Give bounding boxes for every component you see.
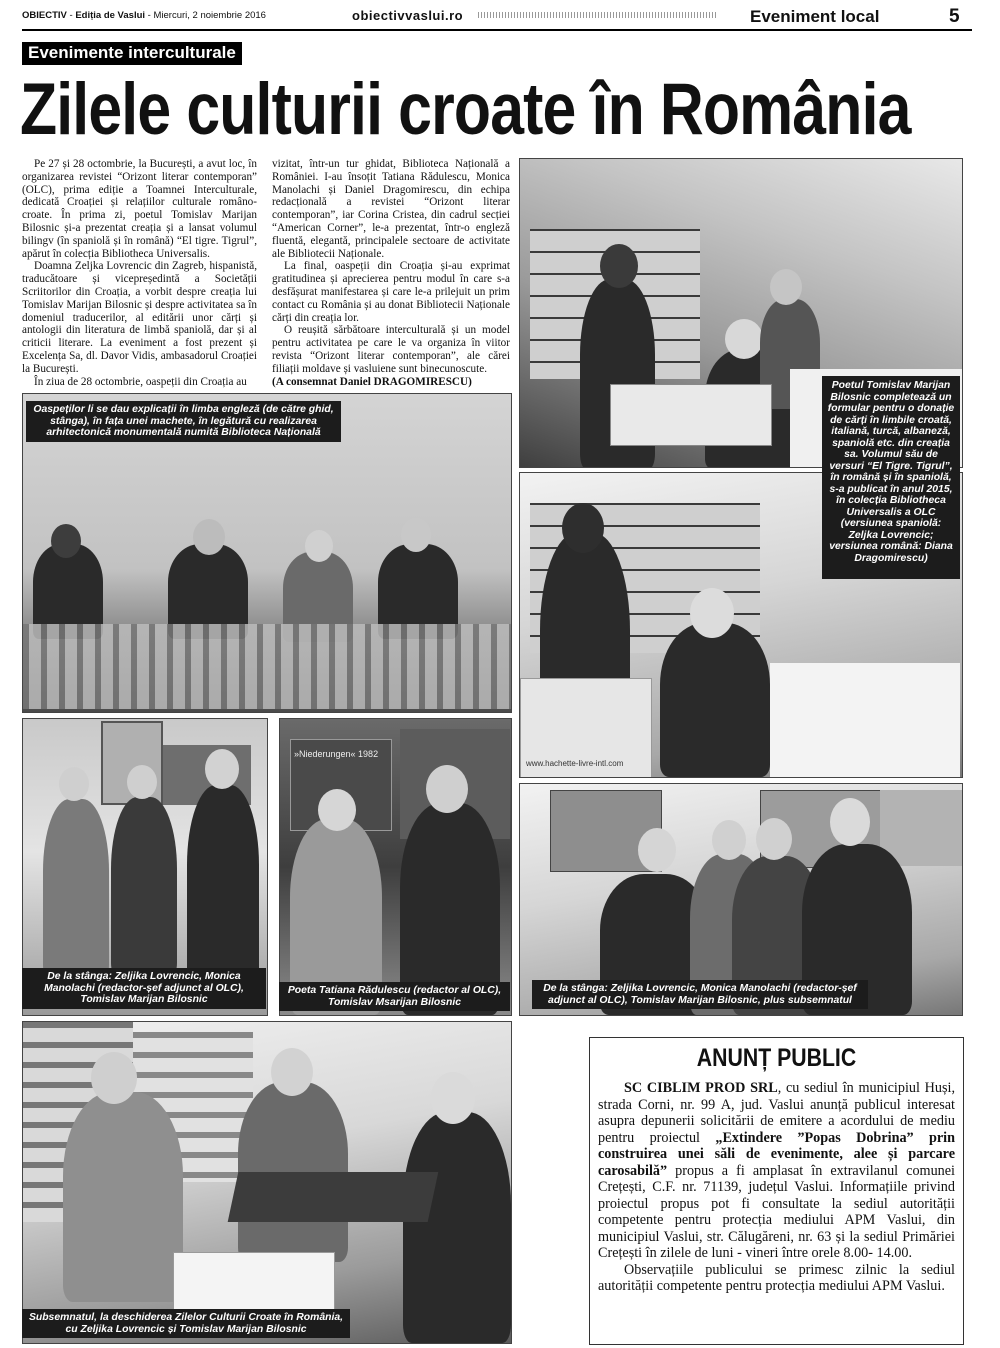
caption-trio: De la stânga: Zeljika Lovrencic, Monica Manolachi (redactor-șef adjunct al OLC), Tomislav Marijan Bilosnic [22, 968, 266, 1009]
caption-duo: Poeta Tatiana Rădulescu (redactor al OLC), Tomislav Msarijan Bilosnic [279, 982, 510, 1011]
caption-building-model: Oaspeților li se dau explicații în limba engleză (de către ghid, stânga), în fața unei machete, în legătură cu realizarea arhitectonică monumentală numită Biblioteca Națională [26, 401, 341, 442]
public-notice-title: ANUNȚ PUBLIC [696, 1044, 857, 1072]
public-notice-paragraph: SC CIBLIM PROD SRL, cu sediul în municipiul Huși, strada Corni, nr. 99 A, jud. Vaslui anunță publicul interesat asupra depunerii solicitării de emitere a acordului de mediu pentru proiectul „Extindere ”Popas Dobrina” prin construirea unei săli de evenimente, alee și parcare carosabilă” propus a fi amplasat în extravilanul comunei Crețești, C.F. nr. 71139, județul Vaslui. Informațiile privind proiectul propus pot fi consultate la sediul autorității competente pentru protecția mediului APM Vaslui, din municipiul Vaslui, str. Călugăreni, nr. 63 și la sediul Primăriei Crețești în zilele de luni - vineri între orele 8.00- 14.00. [598, 1080, 955, 1261]
project-name: „Extindere ”Popas Dobrina” prin construirea unei săli de evenimente, alee și parcare carosabilă” [598, 1129, 955, 1179]
caption-four-people: De la stânga: Zeljika Lovrencic, Monica Manolachi (redactor-șef adjunct al OLC), Tomislav Marijan Bilosnic, plus subsemnatul [532, 980, 868, 1009]
article-paragraph: vizitat, într-un tur ghidat, Biblioteca Națională a României. I-au însoțit Tatiana Rădulescu, Monica Manolachi și Daniel Dragomirescu, din echipa redacțională a revistei “Orizont literar contemporan”, iar Corina Cristea, din cadrul secției “American Corner”, le-a prezentat, într-o engleză fluentă, elegantă, principalele sectoare de activitate ale Bibliotecii Naționale. [272, 158, 510, 260]
article-paragraph: La final, oaspeții din Croația și-au exprimat gratitudinea și aprecierea pentru modul în care s-a desfășurat manifestarea și care le-a prilejuit un prim contact cu România și au donat Bibliotecii Naționale cărți din creația lor. [272, 260, 510, 324]
publication-name: OBIECTIV [22, 10, 67, 21]
public-notice-box [589, 1037, 964, 1345]
article-column-2 [272, 158, 510, 388]
site-name: obiectivvaslui.ro [352, 8, 464, 23]
article-title: Zilele culturii croate în România [20, 69, 911, 150]
company-name: SC CIBLIM PROD SRL [624, 1080, 778, 1096]
photo-duo [279, 718, 512, 1016]
header-decoration [478, 12, 718, 18]
photo-book-table [22, 1021, 512, 1344]
public-notice-paragraph: Observațiile publicului se primesc zilnic la sediul autorității competente pentru protecția mediului APM Vaslui. [598, 1261, 955, 1294]
article-signature: (A consemnat Daniel DRAGOMIRESCU) [272, 375, 472, 388]
caption-book-table: Subsemnatul, la deschiderea Zilelor Culturii Croate în România, cu Zeljika Lovrencic și Tomislav Marijan Bilosnic [22, 1309, 350, 1338]
box-label: www.hachette-livre-intl.com [526, 759, 624, 768]
article-paragraph: Doamna Zeljka Lovrencic din Zagreb, hispanistă, traducătoare și vicepreședintă a Societății Scriitorilor din Croația, a vorbit despre creația lui Tomislav Marijan Bilosnic și despre activitatea sa în domeniul traducerilor, al editării unor cărți și antologii din literatura de limbă spaniolă, dar și al criticii literare. La eveniment a fost prezent și Excelența Sa, dl. Davor Vidis, ambasadorul Croației la București. [22, 260, 257, 375]
article-paragraph: Pe 27 și 28 octombrie, la București, a avut loc, în organizarea revistei “Orizont literar contemporan” (OLC), prima ediție a Toamnei Interculturale, dedicată Croației și relațiilor culturale româno-croate. În prima zi, poetul Tomislav Marijan Bilosnic și-a prezentat creația și a lansat volumul bilingv (în spaniolă și în română) “El tigre. Tigrul”, apărut în colecția Bibliotheca Universalis. [22, 158, 257, 260]
edition-name: Ediția de Vaslui [75, 10, 146, 21]
article-paragraph: În ziua de 28 octombrie, oaspeții din Croația au [34, 375, 247, 388]
exhibit-poster-text: »Niederungen« 1982 [294, 749, 379, 759]
caption-poet-signing: Poetul Tomislav Marijan Bilosnic completează un formular pentru o donație de cărți în limbile croată, italiană, turcă, albaneză, spaniolă etc. din creația sa. Volumul său de versuri “El Tigre. Tigrul”, în română și în spaniolă, s-a publicat în anul 2015, în colecția Bibliotheca Universalis a OLC (versiunea spaniolă: Zeljka Lovrencic; versiunea română: Diana Dragomirescu) [822, 376, 960, 579]
header-rule [22, 29, 972, 31]
article-kicker: Evenimente interculturale [22, 42, 242, 65]
public-notice-body [598, 1080, 955, 1295]
article-paragraph: O reușită sărbătoare interculturală și un model pentru activitatea pe care le va organiza în viitor revista “Orizont literar contemporan”, ale cărei filiații moldave și vasluiene sunt binecunoscute. [272, 324, 510, 375]
article-column-1 [22, 158, 257, 388]
page-header [22, 6, 972, 30]
header-meta: OBIECTIV - Ediția de Vaslui - Miercuri, 2 noiembrie 2016 [22, 10, 266, 21]
section-name: Eveniment local [750, 7, 880, 26]
issue-date: Miercuri, 2 noiembrie 2016 [153, 10, 266, 21]
page-number: 5 [949, 6, 960, 27]
